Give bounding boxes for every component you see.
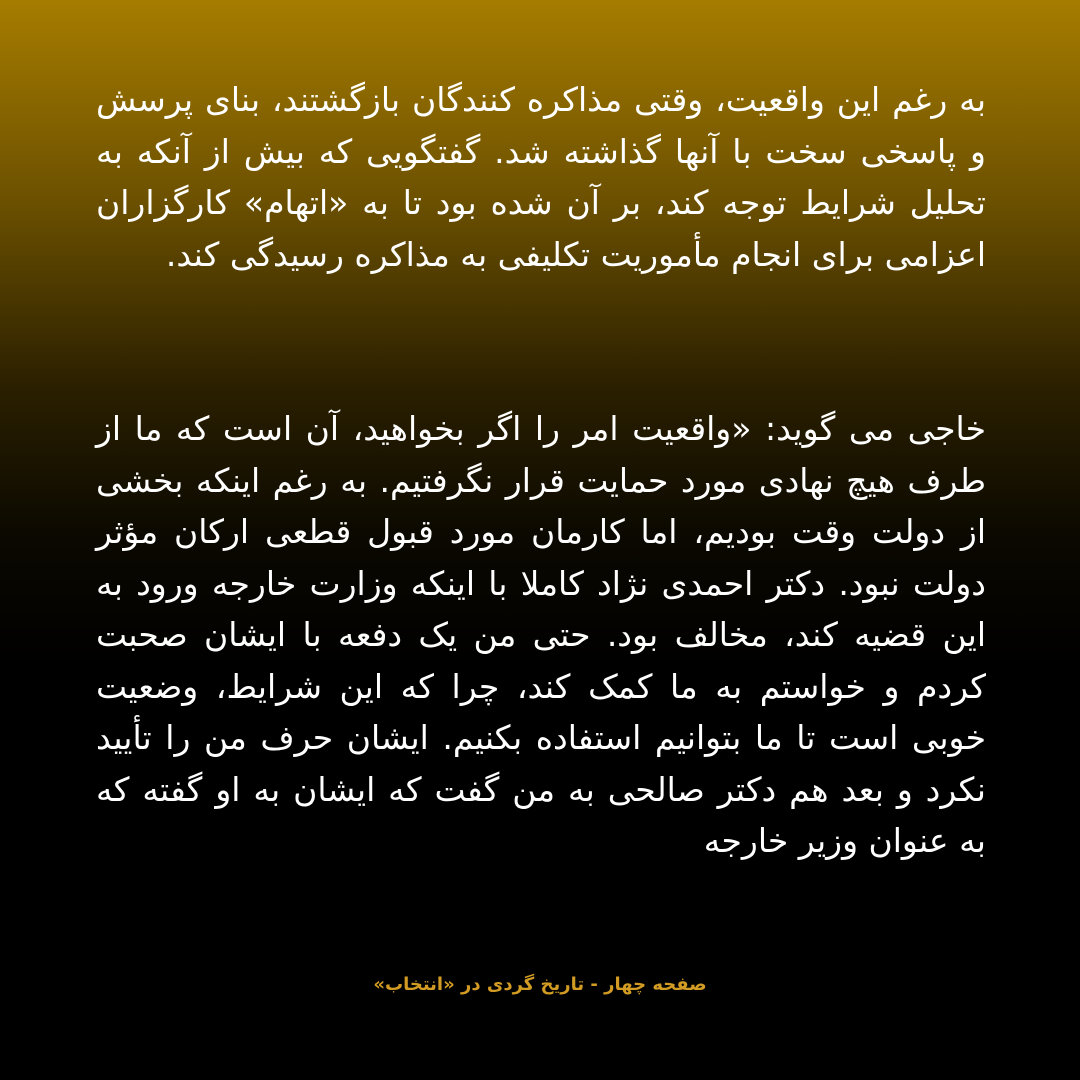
paragraph-2: خاجی می گوید: «واقعیت امر را اگر بخواهید، آن است که ما از طرف هیچ نهادی مورد حمایت قرار نگرفتیم. به رغم اینکه بخشی از دولت وقت بودیم، اما کارمان مورد قبول قطعی ارکان مؤثر دولت نبود. دکتر احمدی نژاد کاملا با اینکه وزارت خارجه ورود به این قضیه کند، مخالف بود. حتی من یک دفعه با ایشان صحبت کردم و خواستم به ما کمک کند، چرا که این شرایط، وضعیت خوبی است تا ما بتوانیم استفاده بکنیم. ایشان حرف من را تأیید نکرد و بعد هم دکتر صالحی به من گفت که ایشان به او گفته که به عنوان وزیر خارجه xyxy=(96,409,986,860)
page-footer: صفحه چهار - تاریخ گردی در «انتخاب» xyxy=(373,974,707,995)
paragraph-1: به رغم این واقعیت، وقتی مذاکره کنندگان بازگشتند، بنای پرسش و پاسخی سخت با آنها گذاشته شد. گفتگویی که بیش از آنکه به تحلیل شرایط توجه کند، بر آن شده بود تا به «اتهام» کارگزاران اعزامی برای انجام مأموریت تکلیفی به مذاکره رسیدگی کند. xyxy=(96,80,986,274)
